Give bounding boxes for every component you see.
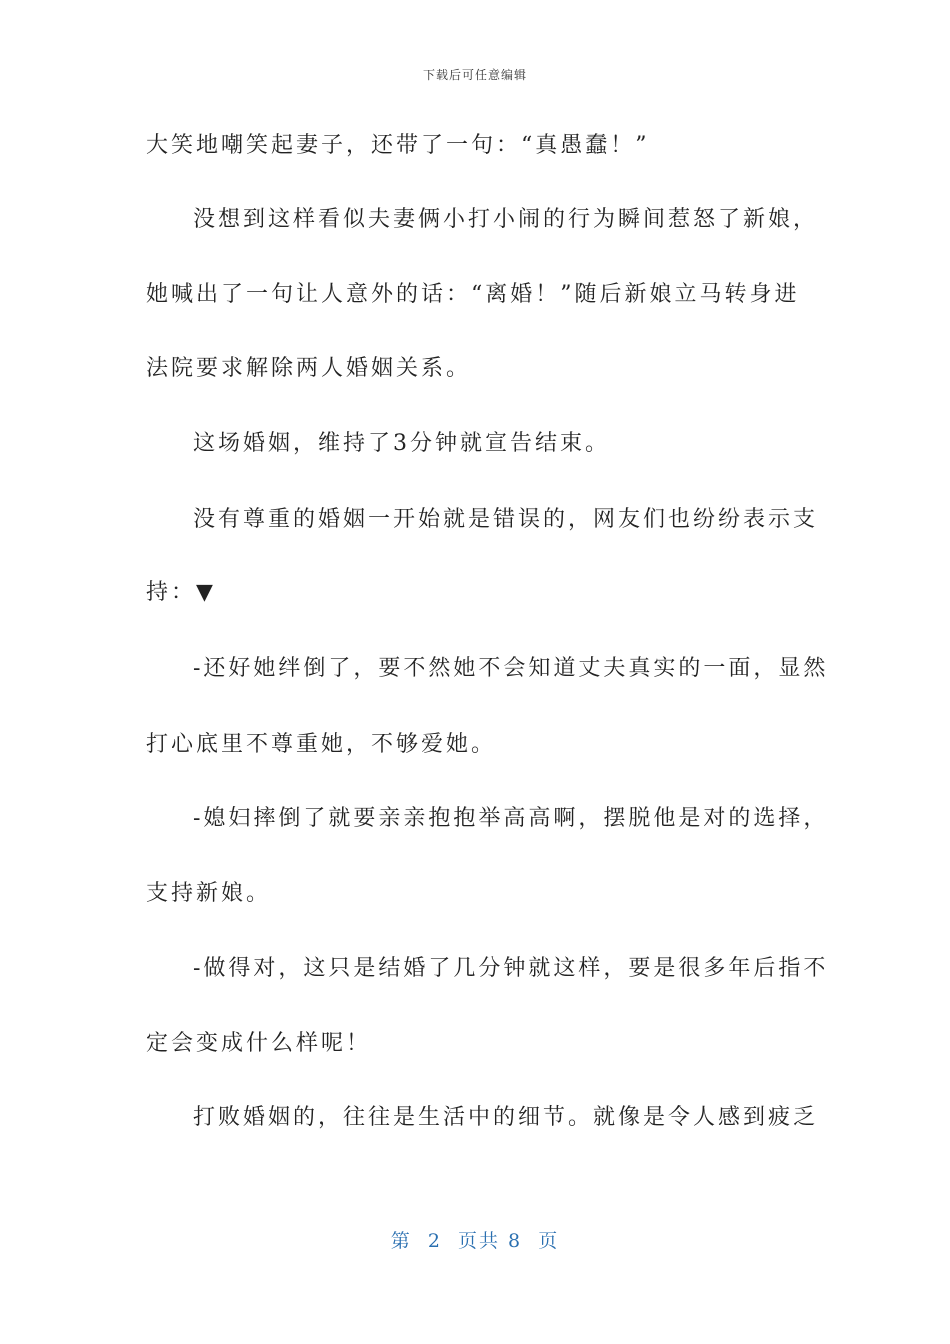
paragraph-line: 她喊出了一句让人意外的话：“离婚！”随后新娘立马转身进 [146, 282, 800, 307]
paragraph-line: 支持新娘。 [146, 881, 272, 906]
paragraph-line: 没有尊重的婚姻一开始就是错误的，网友们也纷纷表示支 [193, 507, 819, 532]
paragraph-line: 这场婚姻，维持了3分钟就宣告结束。 [193, 431, 610, 456]
page-header: 下载后可任意编辑 [422, 68, 527, 82]
paragraph-line: -做得对，这只是结婚了几分钟就这样，要是很多年后指不 [193, 956, 829, 981]
paragraph-line: 大笑地嘲笑起妻子，还带了一句：“真愚蠢！” [146, 133, 650, 158]
paragraph-line: 持：▼ [146, 580, 216, 605]
paragraph-line: 法院要求解除两人婚姻关系。 [146, 356, 472, 381]
paragraph-line: 打心底里不尊重她，不够爱她。 [146, 732, 497, 757]
paragraph-line: -媳妇摔倒了就要亲亲抱抱举高高啊，摆脱他是对的选择， [193, 806, 829, 831]
paragraph-line: -还好她绊倒了，要不然她不会知道丈夫真实的一面，显然 [193, 656, 829, 681]
paragraph-line: 没想到这样看似夫妻俩小打小闹的行为瞬间惹怒了新娘， [193, 207, 819, 232]
page-number-footer: 第 2 页共 8 页 [390, 1230, 560, 1252]
paragraph-line: 定会变成什么样呢！ [146, 1031, 372, 1056]
paragraph-line: 打败婚姻的，往往是生活中的细节。就像是令人感到疲乏 [193, 1105, 819, 1130]
